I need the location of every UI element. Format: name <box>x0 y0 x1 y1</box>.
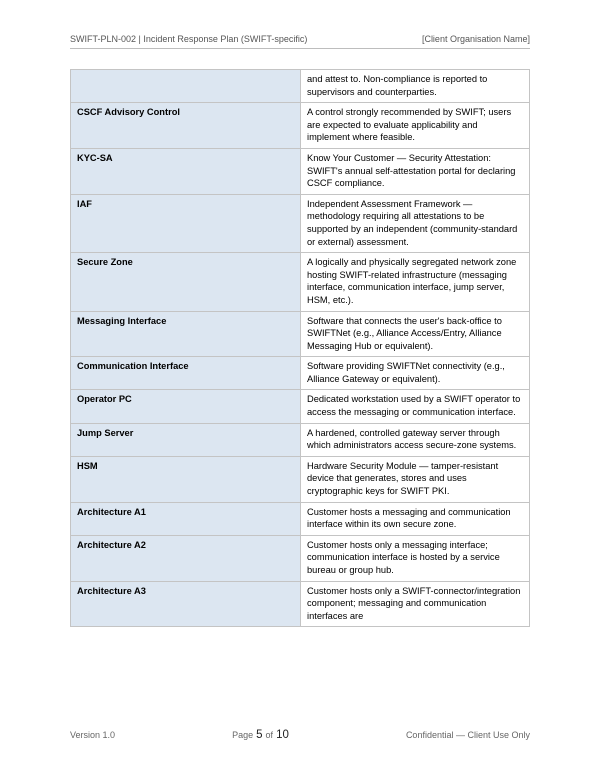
header-divider <box>70 48 530 49</box>
header-document-title: SWIFT-PLN-002 | Incident Response Plan (SWIFT-specific) <box>70 34 308 44</box>
footer-version: Version 1.0 <box>70 730 116 740</box>
header-client-name: [Client Organisation Name] <box>421 34 530 44</box>
table-row <box>71 535 530 581</box>
footer-classification: Confidential — Client Use Only <box>405 730 530 740</box>
definition-cell: Software that connects the user's back-office to SWIFTNet (e.g., Alliance Access/Entry, Alliance Messaging Hub or equivalent). <box>301 311 530 357</box>
table-row <box>71 502 530 535</box>
definition-cell: A control strongly recommended by SWIFT; users are expected to evaluate applicability and implement where feasible. <box>301 103 530 149</box>
table-row <box>71 194 530 252</box>
page-indicator <box>232 729 289 741</box>
term-cell: Architecture A2 <box>71 535 301 581</box>
definition-cell: Hardware Security Module — tamper-resistant device that generates, stores and uses cryptographic keys for SWIFT PKI. <box>301 456 530 502</box>
term-cell: Jump Server <box>71 423 301 456</box>
glossary-table <box>70 69 530 627</box>
table-row <box>71 253 530 311</box>
page-total: 10 <box>276 729 289 741</box>
table-row <box>71 423 530 456</box>
definition-cell: Customer hosts only a messaging interface; communication interface is hosted by a service bureau or group hub. <box>301 535 530 581</box>
table-row <box>71 456 530 502</box>
definition-cell: and attest to. Non-compliance is reported to supervisors and counterparties. <box>301 70 530 103</box>
term-cell: Messaging Interface <box>71 311 301 357</box>
definition-cell: Customer hosts only a SWIFT-connector/integration component; messaging and communication interfaces are <box>301 581 530 627</box>
definition-cell: Independent Assessment Framework — methodology requiring all attestations to be supported by an independent (community-standard or external) assessment. <box>301 194 530 252</box>
term-cell: Secure Zone <box>71 253 301 311</box>
term-cell: HSM <box>71 456 301 502</box>
term-cell: Architecture A3 <box>71 581 301 627</box>
table-row <box>71 70 530 103</box>
definition-cell: A logically and physically segregated network zone hosting SWIFT-related infrastructure (messaging interface, communication interface, jump server, HSM, etc.). <box>301 253 530 311</box>
term-cell-empty <box>71 70 301 103</box>
table-row <box>71 357 530 390</box>
definition-cell: Dedicated workstation used by a SWIFT operator to access the messaging or communication interface. <box>301 390 530 423</box>
term-cell: IAF <box>71 194 301 252</box>
term-cell: KYC-SA <box>71 148 301 194</box>
page-header <box>70 34 530 44</box>
definition-cell: Know Your Customer — Security Attestation: SWIFT's annual self-attestation portal for declaring CSCF compliance. <box>301 148 530 194</box>
term-cell: Operator PC <box>71 390 301 423</box>
table-row <box>71 311 530 357</box>
table-row <box>71 390 530 423</box>
page-footer <box>70 729 530 741</box>
page-of-label: of <box>265 730 274 740</box>
term-cell: Communication Interface <box>71 357 301 390</box>
table-row <box>71 103 530 149</box>
term-cell: CSCF Advisory Control <box>71 103 301 149</box>
term-cell: Architecture A1 <box>71 502 301 535</box>
definition-cell: Customer hosts a messaging and communication interface within its own secure zone. <box>301 502 530 535</box>
definition-cell: A hardened, controlled gateway server through which administrators access secure-zone systems. <box>301 423 530 456</box>
page-label: Page <box>232 730 254 740</box>
definition-cell: Software providing SWIFTNet connectivity (e.g., Alliance Gateway or equivalent). <box>301 357 530 390</box>
table-row <box>71 148 530 194</box>
table-row <box>71 581 530 627</box>
page-number: 5 <box>256 729 263 741</box>
